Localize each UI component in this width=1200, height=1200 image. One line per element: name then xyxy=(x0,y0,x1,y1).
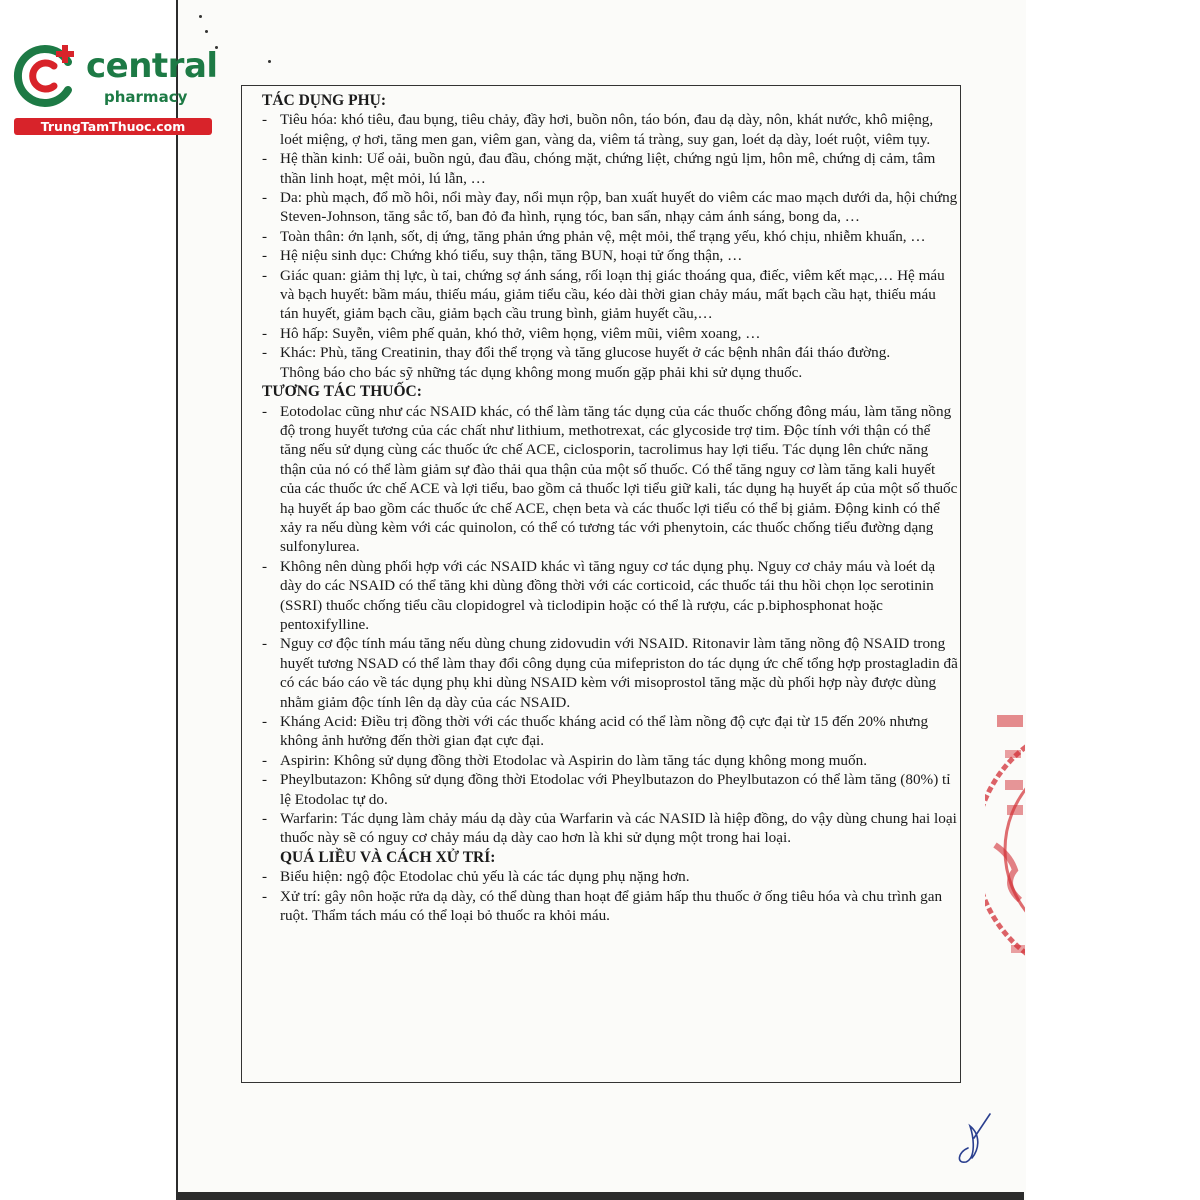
side-effects-heading: TÁC DỤNG PHỤ: xyxy=(262,92,386,109)
brand-logo[interactable] xyxy=(10,38,218,138)
brand-name: central xyxy=(86,46,218,86)
signature-icon xyxy=(950,1108,995,1168)
list-item: - Da: phù mạch, đổ mồ hôi, nổi mày đay, nổi mụn rộp, ban xuất huyết do viêm các mao mạch dưới da, hội chứng Steven-Johnson, tăng sắc tố, ban đỏ đa hình, rụng tóc, ban sẩn, nhạy cảm ánh sáng, bong da, … xyxy=(262,188,958,227)
list-item: - Pheylbutazon: Không sử dụng đồng thời Etodolac với Pheylbutazon do Pheylbutazon có thể làm tăng (80%) tỉ lệ Etodolac tự do. xyxy=(262,770,958,809)
list-item: - Toàn thân: ớn lạnh, sốt, dị ứng, tăng phản ứng phản vệ, mệt mỏi, thể trạng yếu, khó chịu, nhiễm khuẩn, … xyxy=(262,227,958,246)
scan-speck xyxy=(205,30,208,33)
list-item: - Hô hấp: Suyễn, viêm phế quản, khó thở, viêm họng, viêm mũi, viêm xoang, … xyxy=(262,324,958,343)
red-seal-stamp xyxy=(985,695,1025,1005)
list-item: - Không nên dùng phối hợp với các NSAID khác vì tăng nguy cơ tác dụng phụ. Nguy cơ chảy máu và loét dạ dày do các NSAID có thể tăng khi dùng đồng thời với các corticoid, các thuốc tái thu hồi chọn lọc serotinin (SSRI) thuốc chống tiểu cầu clopidogrel và ticlodipin hoặc có thể là rượu, các p.biphosphonat hoặc pentoxifylline. xyxy=(262,557,958,635)
list-item: - Biểu hiện: ngộ độc Etodolac chủ yếu là các tác dụng phụ nặng hơn. xyxy=(262,867,958,886)
overdose-heading: QUÁ LIỀU VÀ CÁCH XỬ TRÍ: xyxy=(280,848,496,866)
interactions-heading: TƯƠNG TÁC THUỐC: xyxy=(262,383,422,401)
list-item: - Eotodolac cũng như các NSAID khác, có thể làm tăng tác dụng của các thuốc chống đông máu, làm tăng nồng độ trong huyết tương của các chất như lithium, methotrexat, các glycoside trợ tim. Độc tính với thận có thể tăng nếu sử dụng cùng các thuốc ức chế ACE, ciclosporin, tacrolimus hay lợi tiểu. Tác dụng lên chức năng thận của nó có thể làm giảm sự đào thải qua thận của một số thuốc. Có thể tăng nguy cơ làm tăng kali huyết của các thuốc ức chế ACE và lợi tiểu, bao gồm cả thuốc lợi tiểu giữ kali, tác dụng hạ huyết áp của một số thuốc hạ huyết áp bao gồm các thuốc ức chế ACE, chẹn beta và các thuốc lợi tiểu có thể bị giảm. Động kinh có thể xảy ra nếu dùng kèm với các quinolon, có thể có tương tác với phenytoin, các thuốc chống tiểu đường dạng sulfonylurea. xyxy=(262,402,958,557)
scan-speck xyxy=(199,15,202,18)
list-item: - Tiêu hóa: khó tiêu, đau bụng, tiêu chảy, đầy hơi, buồn nôn, táo bón, đau dạ dày, nôn, khát nước, khô miệng, loét miệng, ợ hơi, tăng men gan, viêm gan, vàng da, viêm tá tràng, suy gan, loét dạ dày, loét ruột, viêm tụy. xyxy=(262,110,958,149)
overdose-list xyxy=(262,867,958,925)
list-item: - Giác quan: giảm thị lực, ù tai, chứng sợ ánh sáng, rối loạn thị giác thoáng qua, điếc, viêm kết mạc,… Hệ máu và bạch huyết: bầm máu, thiếu máu, giảm tiểu cầu, kéo dài thời gian chảy máu, mất bạch cầu hạt, thiếu máu tán huyết, giảm bạch cầu, giảm bạch cầu trung bình, giảm huyết cầu,… xyxy=(262,266,958,324)
list-item: - Hệ niệu sinh dục: Chứng khó tiểu, suy thận, tăng BUN, hoại tử ống thận, … xyxy=(262,246,958,265)
list-item: - Hệ thần kinh: Uể oải, buồn ngủ, đau đầu, chóng mặt, chứng liệt, chứng ngủ lịm, hôn mê, chứng dị cảm, tâm thần linh hoạt, mệt mỏi, lú lẫn, … xyxy=(262,149,958,188)
scan-edge xyxy=(176,1192,1024,1200)
list-item: - Nguy cơ độc tính máu tăng nếu dùng chung zidovudin với NSAID. Ritonavir làm tăng nồng độ NSAID trong huyết tương NSAD có thể làm thay đổi công dụng của mifepriston do tác dụng ức chế tổng hợp prostagladin đã có các báo cáo về tác dụng phụ khi dùng NSAID kèm với misoprostol tăng mặc dù phối hợp này được dùng nhằm giảm độc tính lên dạ dày của các NSAID. xyxy=(262,634,958,712)
list-item: - Kháng Acid: Điều trị đồng thời với các thuốc kháng acid có thể làm nồng độ cực đại từ 15 đến 20% nhưng không ảnh hưởng đến thời gian đạt cực đại. xyxy=(262,712,958,751)
list-item: - Aspirin: Không sử dụng đồng thời Etodolac và Aspirin do làm tăng tác dụng không mong muốn. xyxy=(262,751,958,770)
pharmacy-cross-icon xyxy=(10,38,82,110)
scan-speck xyxy=(268,60,271,63)
side-effects-list xyxy=(262,110,958,362)
interactions-list xyxy=(262,402,958,848)
list-item: - Xử trí: gây nôn hoặc rửa dạ dày, có thể dùng than hoạt để giảm hấp thu thuốc ở ống tiêu hóa và chu trình gan ruột. Thẩm tách máu có thể loại bỏ thuốc ra khỏi máu. xyxy=(262,887,958,926)
list-item: - Khác: Phù, tăng Creatinin, thay đổi thể trọng và tăng glucose huyết ở các bệnh nhân đái tháo đường. xyxy=(262,343,958,362)
list-item: - Warfarin: Tác dụng làm chảy máu dạ dày của Warfarin và các NASID là hiệp đồng, do vậy dùng chung hai loại thuốc này sẽ có nguy cơ chảy máu dạ dày cao hơn là khi sử dụng một trong hai loại. xyxy=(262,809,958,848)
seal-icon xyxy=(985,695,1025,1005)
brand-website[interactable]: TrungTamThuoc.com xyxy=(14,118,212,135)
side-effects-note: Thông báo cho bác sỹ những tác dụng không mong muốn gặp phải khi sử dụng thuốc. xyxy=(280,363,803,381)
brand-tagline: pharmacy xyxy=(104,88,188,106)
document-body xyxy=(262,91,958,925)
